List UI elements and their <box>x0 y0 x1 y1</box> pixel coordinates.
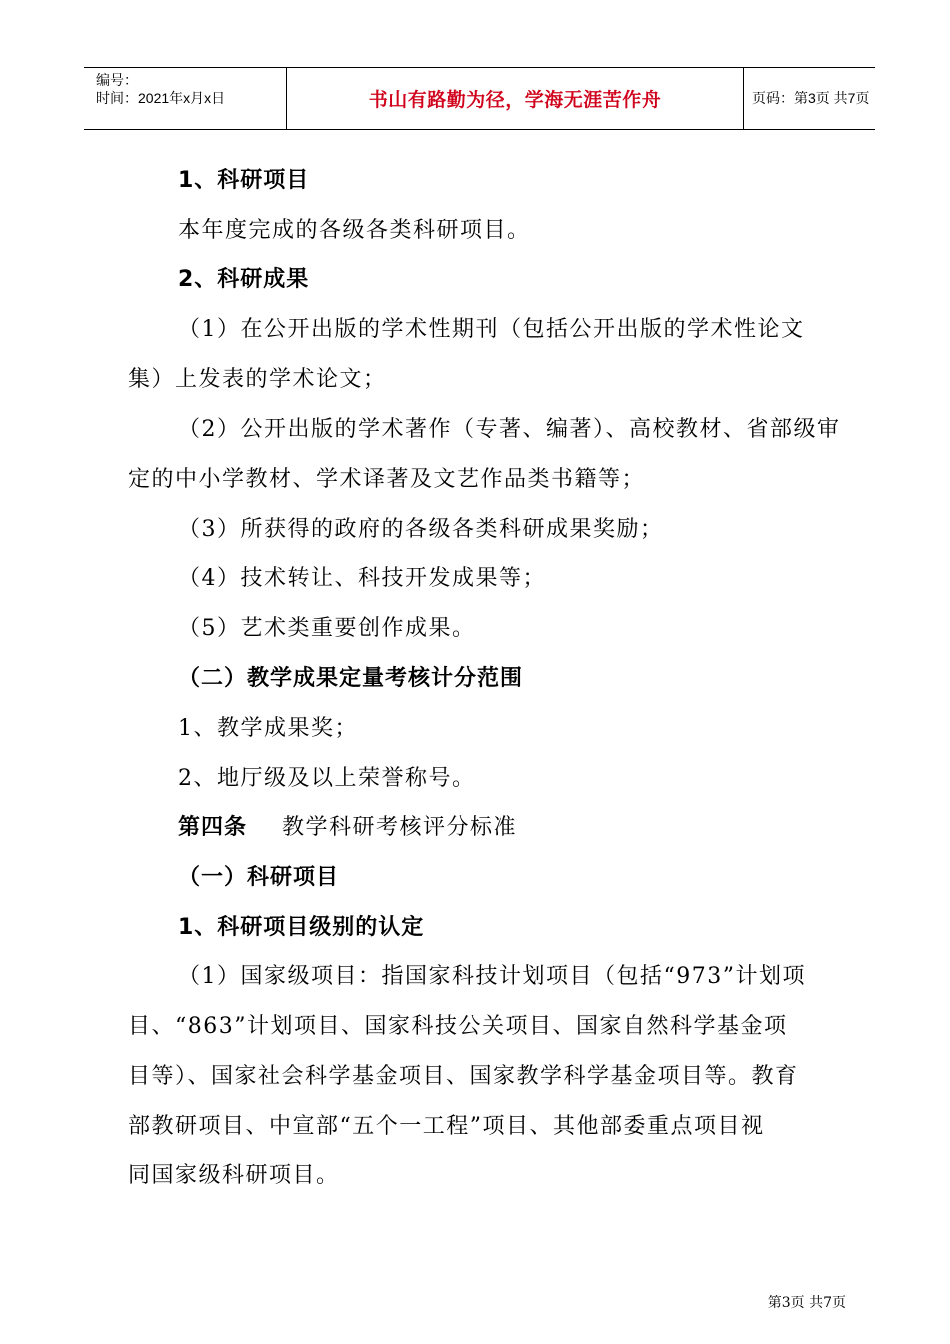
header-page-cell <box>742 68 875 129</box>
header-motto: 书山有路勤为径，学海无涯苦作舟 <box>368 89 662 111</box>
paragraph-line: 本年度完成的各级各类科研项目。 <box>178 218 531 243</box>
section-heading: 1、科研项目 <box>178 168 310 193</box>
header-motto-cell <box>286 68 744 129</box>
paragraph-line: 2、地厅级及以上荣誉称号。 <box>178 766 476 791</box>
document-time-label: 时间：2021年x月x日 <box>96 90 226 106</box>
paragraph-line: 同国家级科研项目。 <box>128 1163 340 1188</box>
header-page-info: 页码：第3页 共7页 <box>752 90 870 106</box>
paragraph-line: （2）公开出版的学术著作（专著、编著）、高校教材、省部级审 <box>178 417 841 442</box>
paragraph-line: 集）上发表的学术论文； <box>128 367 387 392</box>
header-meta-cell <box>84 68 286 129</box>
article-number: 第四条 <box>178 815 248 840</box>
page-header <box>84 67 875 130</box>
paragraph-line: 目、“863”计划项目、国家科技公关项目、国家自然科学基金项 <box>128 1014 788 1039</box>
section-heading: （二）教学成果定量考核计分范围 <box>178 666 524 691</box>
paragraph-line: 部教研项目、中宣部“五个一工程”项目、其他部委重点项目视 <box>128 1114 765 1139</box>
paragraph-line: 1、教学成果奖； <box>178 716 358 741</box>
paragraph-line: （1）国家级项目：指国家科技计划项目（包括“973”计划项 <box>178 964 806 989</box>
paragraph-line: 定的中小学教材、学术译著及文艺作品类书籍等； <box>128 467 646 492</box>
document-number-label: 编号： <box>96 72 138 88</box>
page-footer: 第3页 共7页 <box>767 1295 846 1311</box>
section-heading: 1、科研项目级别的认定 <box>178 915 425 940</box>
paragraph-line: （5）艺术类重要创作成果。 <box>178 616 476 641</box>
paragraph-line: （3）所获得的政府的各级各类科研成果奖励； <box>178 517 664 542</box>
article-title: 教学科研考核评分标准 <box>282 815 518 840</box>
section-heading: （一）科研项目 <box>178 865 340 890</box>
paragraph-line: （4）技术转让、科技开发成果等； <box>178 566 546 591</box>
paragraph-line: （1）在公开出版的学术性期刊（包括公开出版的学术性论文 <box>178 317 805 342</box>
section-heading: 2、科研成果 <box>178 267 310 292</box>
paragraph-line: 目等）、国家社会科学基金项目、国家教学科学基金项目等。教育 <box>128 1064 799 1089</box>
